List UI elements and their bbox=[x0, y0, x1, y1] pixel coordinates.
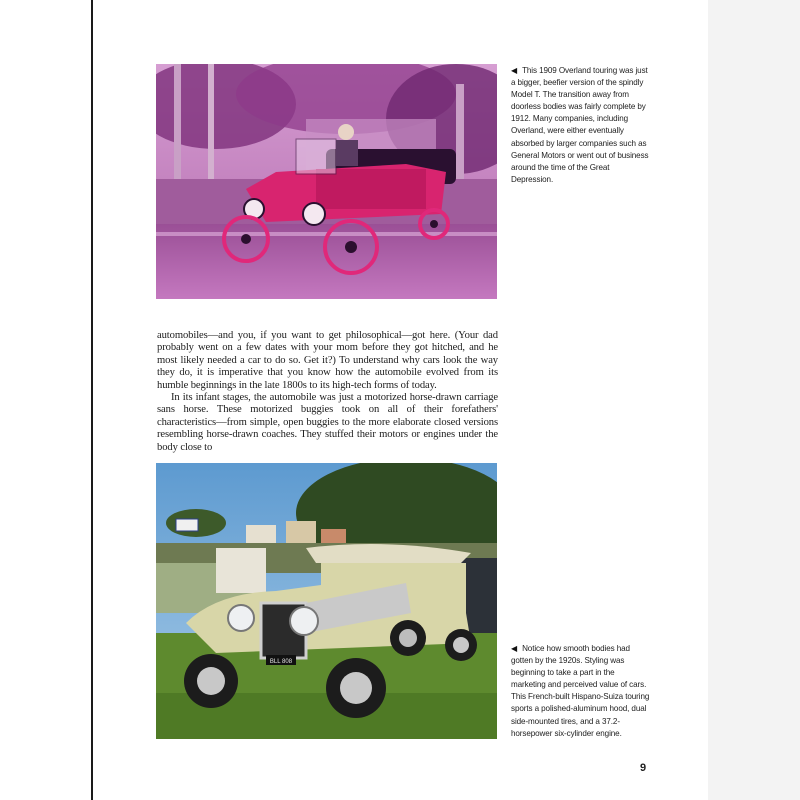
overland-caption bbox=[511, 65, 651, 186]
overland-caption-text: This 1909 Overland touring was just a bigger, beefier version of the spindly Model T. The transition away from doorless bodies was fairly complete by 1912. Many companies, including Overland, were either eventually absorbed by larger companies such as General Motors or went out of business around the time of the Great Depression. bbox=[511, 66, 649, 184]
hispano-suiza-illustration bbox=[156, 463, 497, 739]
page-edge bbox=[708, 0, 800, 800]
license-plate: BLL 808 bbox=[269, 659, 293, 665]
overland-touring-photo bbox=[156, 64, 497, 299]
paragraph-2: In its infant stages, the automobile was just a motorized horse-drawn carriage sans horse. These motorized buggies took on all of their forefathers' characteristics—from simple, open buggies to the more elaborate closed versions resembling horse-drawn coaches. They stuffed their motors or engines under the body close to bbox=[157, 392, 498, 453]
paragraph-1: automobiles—and you, if you want to get philosophical—got here. (Your dad probably went on a few dates with your mom before they got hitched, and he most likely needed a car to do so. Get it?) To understand why cars look the way they do, it is imperative that you know how the automobile evolved from its humble beginnings in the late 1800s to its high-tech forms of today. bbox=[157, 330, 498, 391]
hispano-suiza-photo bbox=[156, 463, 497, 739]
page-gutter-rule bbox=[0, 0, 93, 800]
body-text bbox=[157, 330, 498, 454]
hispano-suiza-caption-text: Notice how smooth bodies had gotten by the 1920s. Styling was beginning to take a part in the marketing and perceived value of cars. This French-built Hispano-Suiza touring sports a polished-aluminum hood, dual side-mounted tires, and a 37.2-horsepower six-cylinder engine. bbox=[511, 644, 650, 738]
left-arrow-icon: ◀ bbox=[511, 66, 518, 75]
left-arrow-icon: ◀ bbox=[511, 644, 518, 653]
page-number: 9 bbox=[640, 762, 647, 774]
hispano-suiza-caption bbox=[511, 643, 651, 740]
overland-touring-illustration bbox=[156, 64, 497, 299]
